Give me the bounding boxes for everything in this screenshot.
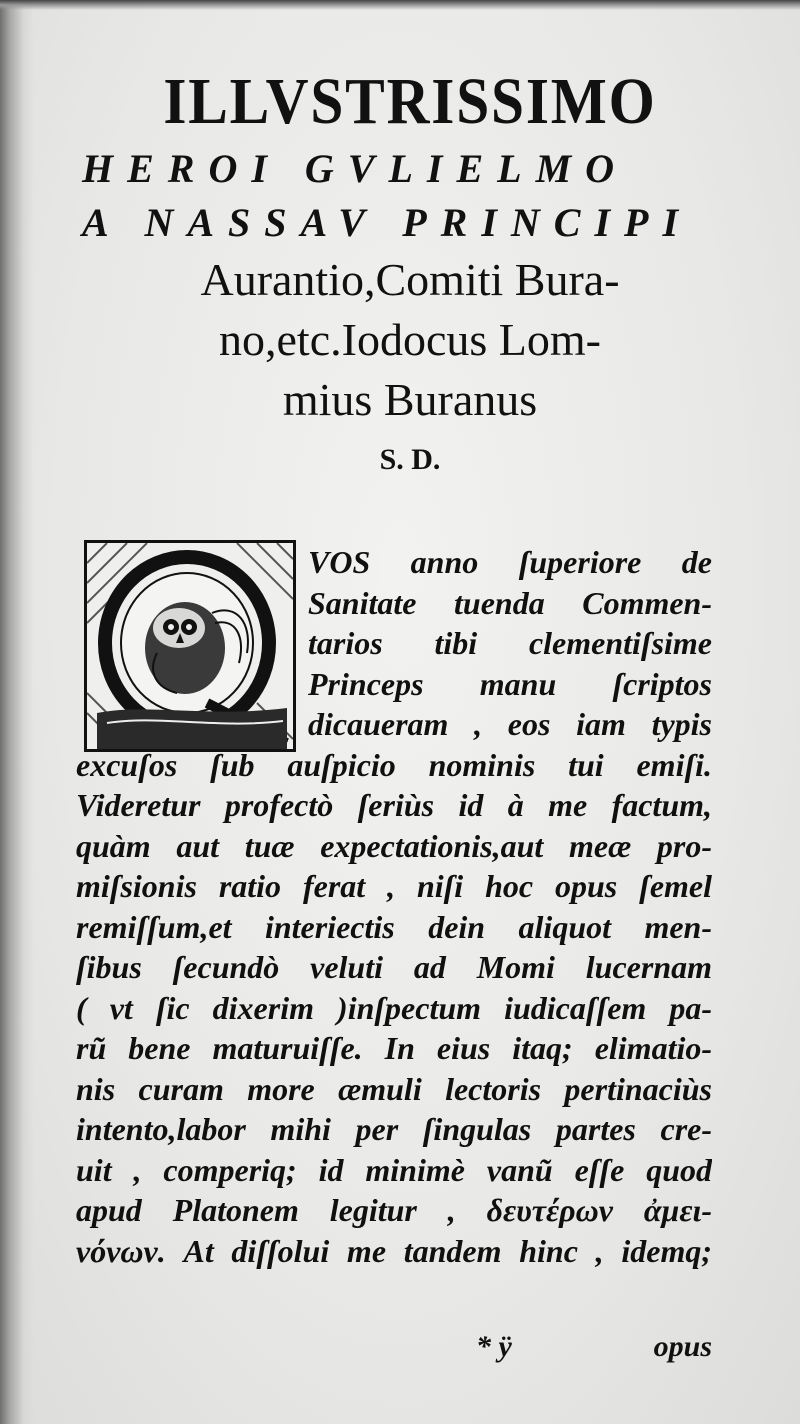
- body-line: remiſſum,et interiectis dein aliquot men-: [76, 908, 712, 945]
- body-line: quàm aut tuæ expectationis,aut meæ pro-: [76, 827, 712, 864]
- body-line: VOS anno ſuperiore de: [308, 544, 712, 580]
- dedication-body: [76, 542, 712, 1271]
- catchword: opus: [653, 1330, 712, 1363]
- heading-line-1: ILLVSTRISSIMO: [163, 65, 657, 138]
- salutation: S. D.: [379, 443, 441, 476]
- heading-line-4: Aurantio,Comiti Bura-: [200, 254, 620, 305]
- heading-line-6: mius Buranus: [282, 374, 538, 425]
- body-line: intento,labor mihi per ſingulas partes cre-: [76, 1111, 712, 1147]
- heading-line-5: no,etc.Iodocus Lom-: [219, 314, 601, 365]
- body-line: Princeps manu ſcriptos: [308, 665, 712, 702]
- heading-line-2: HEROI GVLIELMO: [82, 146, 629, 191]
- heading-line-3: A NASSAV PRINCIPI: [82, 200, 693, 245]
- body-line: miſsionis ratio ferat , niſi hoc opus ſemel: [76, 868, 712, 904]
- body-line: excuſos ſub auſpicio nominis tui emiſi.: [76, 746, 712, 783]
- page-top-edge: [0, 0, 800, 10]
- page-gutter-shadow: [0, 0, 34, 1424]
- body-line: Videretur profectò ſeriùs id à me factum,: [76, 787, 712, 823]
- dedication-heading: [60, 62, 760, 490]
- body-line: ( vt ſic dixerim )inſpectum iudicaſſem pa-: [76, 989, 712, 1026]
- body-line: tarios tibi clementiſsime: [308, 625, 712, 661]
- body-line: rũ bene maturuiſſe. In eius itaq; elimatio-: [76, 1030, 712, 1066]
- body-line: nis curam more æmuli lectoris pertinaciùs: [76, 1070, 712, 1107]
- body-line: Sanitate tuenda Commen-: [308, 584, 712, 621]
- body-line: ſibus ſecundò veluti ad Momi lucernam: [76, 949, 712, 985]
- body-line: uit , comperiq; id minimè vanũ eſſe quod: [76, 1151, 712, 1188]
- body-line: νόνων. At diſſolui me tandem hinc , idemq;: [76, 1232, 712, 1269]
- body-line: apud Platonem legitur , δευτέρων ἀμει-: [76, 1192, 712, 1228]
- signature-mark: * ÿ: [476, 1330, 512, 1363]
- body-line: dicaueram , eos iam typis: [308, 706, 712, 742]
- page-footer: [76, 1330, 712, 1374]
